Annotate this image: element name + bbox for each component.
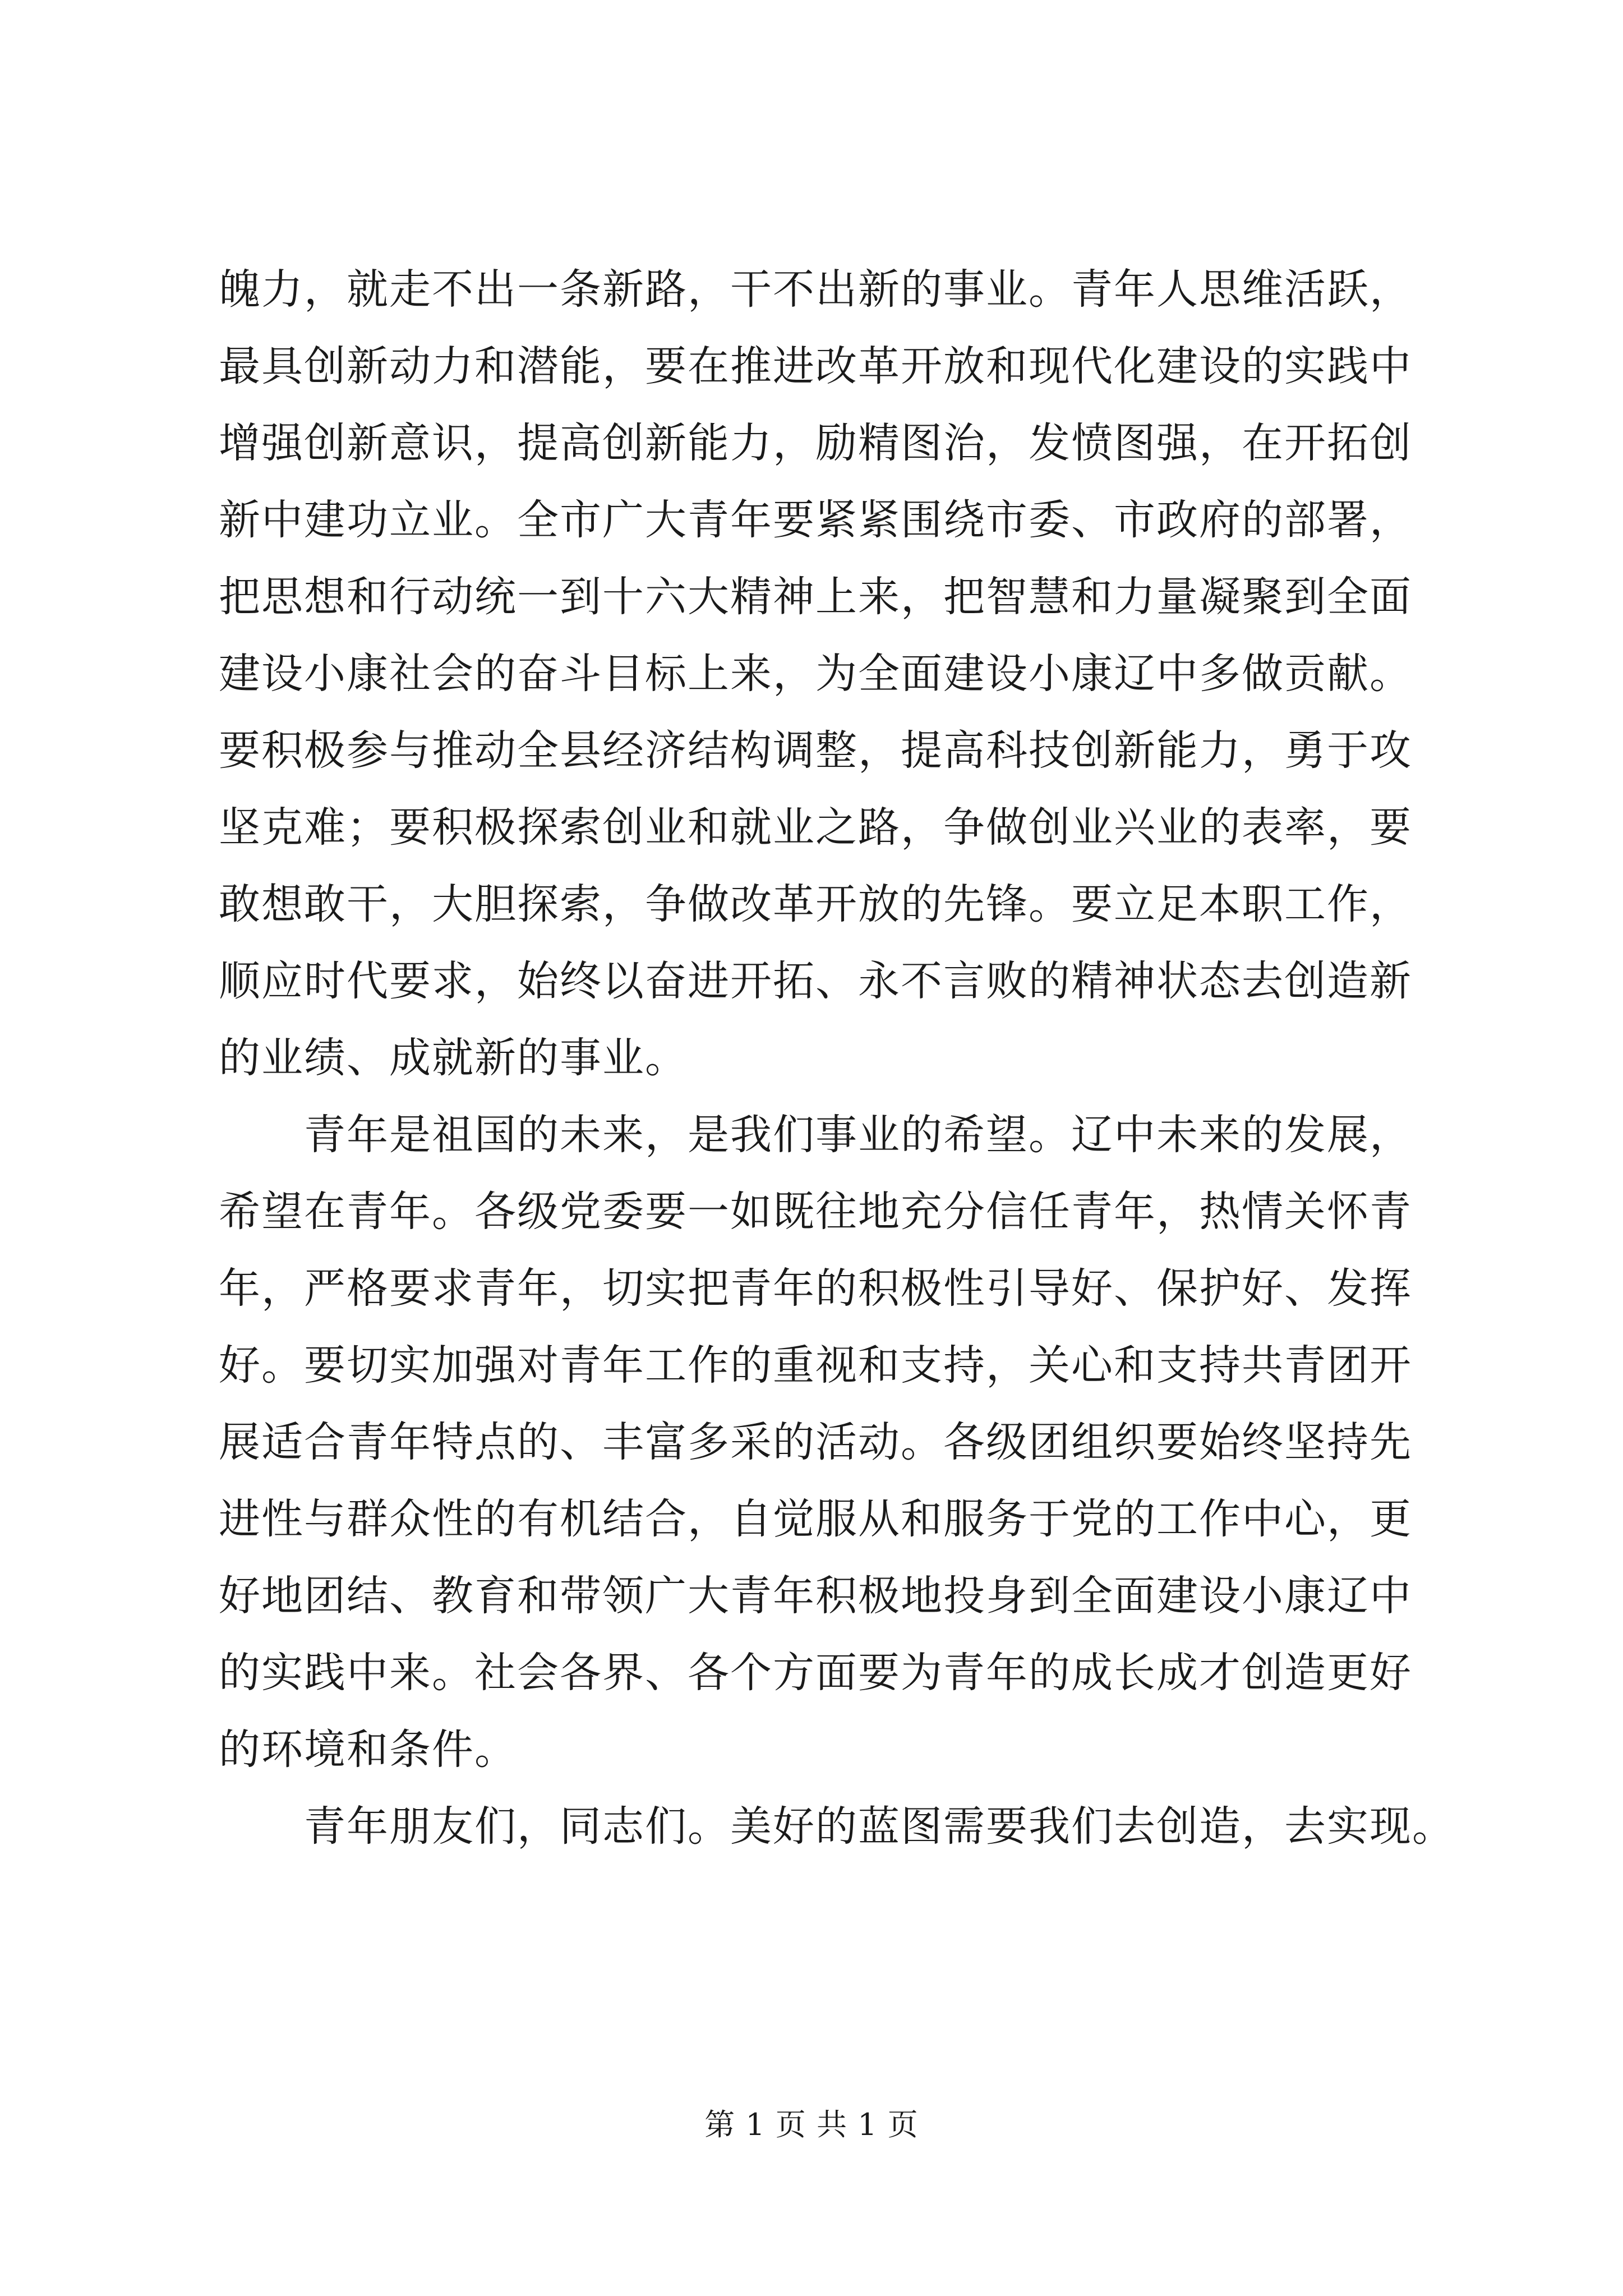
text-line: 展适合青年特点的、丰富多采的活动。各级团组织要始终坚持先 (219, 1418, 1412, 1466)
text-line: 坚克难；要积极探索创业和就业之路，争做创业兴业的表率，要 (219, 803, 1412, 852)
text-line: 要积极参与推动全县经济结构调整，提高科技创新能力，勇于攻 (219, 726, 1412, 775)
text-line: 希望在青年。各级党委要一如既往地充分信任青年，热情关怀青 (219, 1188, 1412, 1236)
text-line: 新中建功立业。全市广大青年要紧紧围绕市委、市政府的部署， (219, 496, 1412, 544)
text-line: 好。要切实加强对青年工作的重视和支持，关心和支持共青团开 (219, 1341, 1412, 1389)
text-line: 把思想和行动统一到十六大精神上来，把智慧和力量凝聚到全面 (219, 573, 1412, 621)
text-line: 年，严格要求青年，切实把青年的积极性引导好、保护好、发挥 (219, 1264, 1412, 1313)
text-line: 最具创新动力和潜能，要在推进改革开放和现代化建设的实践中 (219, 342, 1412, 390)
text-line: 增强创新意识，提高创新能力，励精图治，发愤图强，在开拓创 (219, 419, 1412, 467)
body-text (219, 251, 1455, 1865)
page-footer: 第 1 页 共 1 页 (704, 2107, 919, 2142)
text-line: 的实践中来。社会各界、各个方面要为青年的成长成才创造更好 (219, 1649, 1412, 1697)
text-line: 青年是祖国的未来，是我们事业的希望。辽中未来的发展， (219, 1111, 1412, 1159)
text-line: 敢想敢干，大胆探索，争做改革开放的先锋。要立足本职工作， (219, 880, 1412, 928)
text-line: 青年朋友们，同志们。美好的蓝图需要我们去创造，去实现。 (219, 1802, 1455, 1851)
text-line: 建设小康社会的奋斗目标上来，为全面建设小康辽中多做贡献。 (219, 650, 1412, 698)
text-line: 的业绩、成就新的事业。 (219, 1034, 688, 1082)
text-line: 魄力，就走不出一条新路，干不出新的事业。青年人思维活跃， (219, 265, 1412, 314)
text-line: 进性与群众性的有机结合，自觉服从和服务于党的工作中心，更 (219, 1495, 1412, 1543)
text-line: 顺应时代要求，始终以奋进开拓、永不言败的精神状态去创造新 (219, 957, 1412, 1005)
text-line: 的环境和条件。 (219, 1726, 517, 1774)
text-line: 好地团结、教育和带领广大青年积极地投身到全面建设小康辽中 (219, 1572, 1412, 1620)
